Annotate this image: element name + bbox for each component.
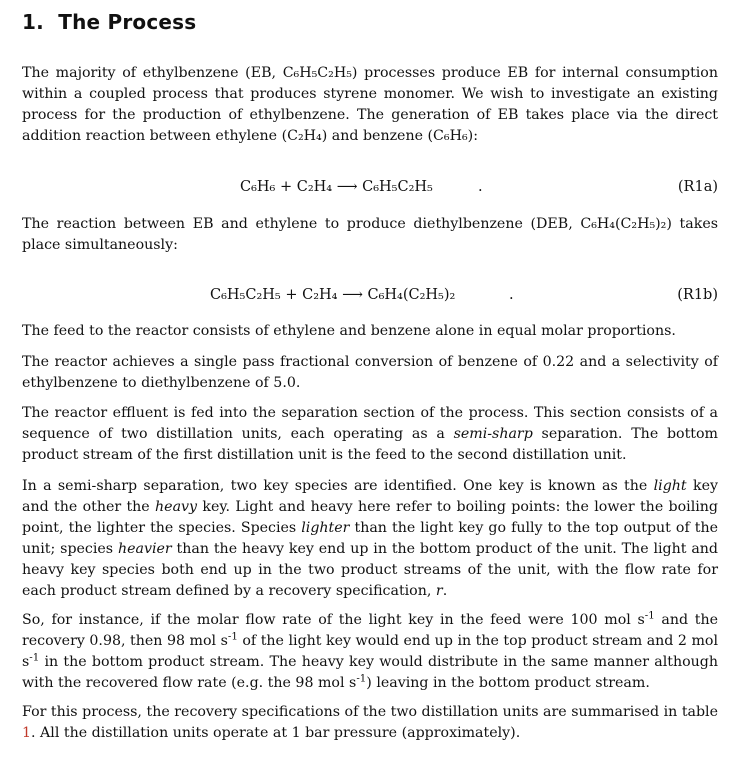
emphasis-heavier: heavier xyxy=(117,541,172,557)
paragraph-example: So, for instance, if the molar flow rate of the light key in the feed were 100 mol $s^{-1}$ and the recovery 0.98, then 98 mol $s^{-1}$ of the light key would end up in the top product stream and 2 mol $s^{-1}$ in the bottom product stream. The heavy key would distribute in the same manner although with the recovered flow rate (e.g. the 98 mol $s^{-1}$) leaving in the bottom product stream. xyxy=(22,610,719,691)
emphasis-recovery-symbol: r xyxy=(435,583,443,599)
paragraph-deb-reaction: The reaction between EB and ethylene to produce diethylbenzene (DEB, C₆H₄(C₂H₅)₂) takes place simultaneously: xyxy=(22,216,718,253)
equation-r1a-body: C₆H₆ + C₂H₄ ⟶ C₆H₅C₂H₅ xyxy=(240,179,433,195)
section-heading xyxy=(22,10,196,34)
paragraph-separation: The reactor effluent is fed into the separation section of the process. This section consists of a sequence of two distillation units, each operating as a semi-sharp separation. The bottom product stream of the first distillation unit is the feed to the second distillation unit. xyxy=(22,405,718,463)
equation-r1a-tag: (R1a) xyxy=(677,179,718,195)
formula-eb: C₆H₅C₂H₅ xyxy=(282,65,352,81)
paragraph-feed: The feed to the reactor consists of ethylene and benzene alone in equal molar proportions. xyxy=(22,323,676,339)
exponent: -1 xyxy=(356,673,367,685)
formula-benzene: C₆H₆ xyxy=(433,128,468,144)
equation-r1a xyxy=(22,176,718,198)
emphasis-lighter: lighter xyxy=(301,520,350,536)
section-title: The Process xyxy=(58,10,197,34)
emphasis-light: light xyxy=(653,478,687,494)
equation-r1b-body: C₆H₅C₂H₅ + C₂H₄ ⟶ C₆H₄(C₂H₅)₂ xyxy=(210,287,456,303)
section-number: 1. xyxy=(22,10,44,34)
exponent: -1 xyxy=(227,631,238,643)
exponent: -1 xyxy=(644,610,655,622)
paragraph-recovery-specs: For this process, the recovery specifications of the two distillation units are summarised in table 1. All the distillation units operate at 1 bar pressure (approximately). xyxy=(22,704,718,741)
formula-ethylene: C₂H₄ xyxy=(287,128,322,144)
exponent: -1 xyxy=(29,652,40,664)
paragraph-intro: The majority of ethylbenzene (EB, C₆H₅C₂H₅) processes produce EB for internal consumption within a coupled process that produces styrene monomer. We wish to investigate an existing process for the production of ethylbenzene. The generation of EB takes place via the direct addition reaction between ethylene (C₂H₄) and benzene (C₆H₆): xyxy=(22,65,718,144)
formula-deb: C₆H₄(C₂H₅)₂ xyxy=(580,216,667,232)
paragraph-semi-sharp: In a semi-sharp separation, two key species are identified. One key is known as the light key and the other the heavy key. Light and heavy here refer to boiling points: the lower the boiling point, the lighter the species. Species lighter than the light key go fully to the top output of the unit; species heavier than the heavy key end up in the bottom product of the unit. The light and heavy key species both end up in the two product streams of the unit, with the flow rate for each product stream defined by a recovery specification, r. xyxy=(22,478,719,599)
equation-r1b-tag: (R1b) xyxy=(677,287,718,303)
equation-r1b-dot: . xyxy=(509,287,514,303)
emphasis-semi-sharp: semi-sharp xyxy=(453,426,533,442)
equation-r1a-dot: . xyxy=(478,179,483,195)
paragraph-conversion: The reactor achieves a single pass fractional conversion of benzene of 0.22 and a selectivity of ethylbenzene to diethylbenzene of 5.0. xyxy=(22,354,718,391)
table-reference-link[interactable]: 1 xyxy=(22,725,32,741)
equation-r1b xyxy=(22,284,718,306)
emphasis-heavy: heavy xyxy=(155,499,198,515)
